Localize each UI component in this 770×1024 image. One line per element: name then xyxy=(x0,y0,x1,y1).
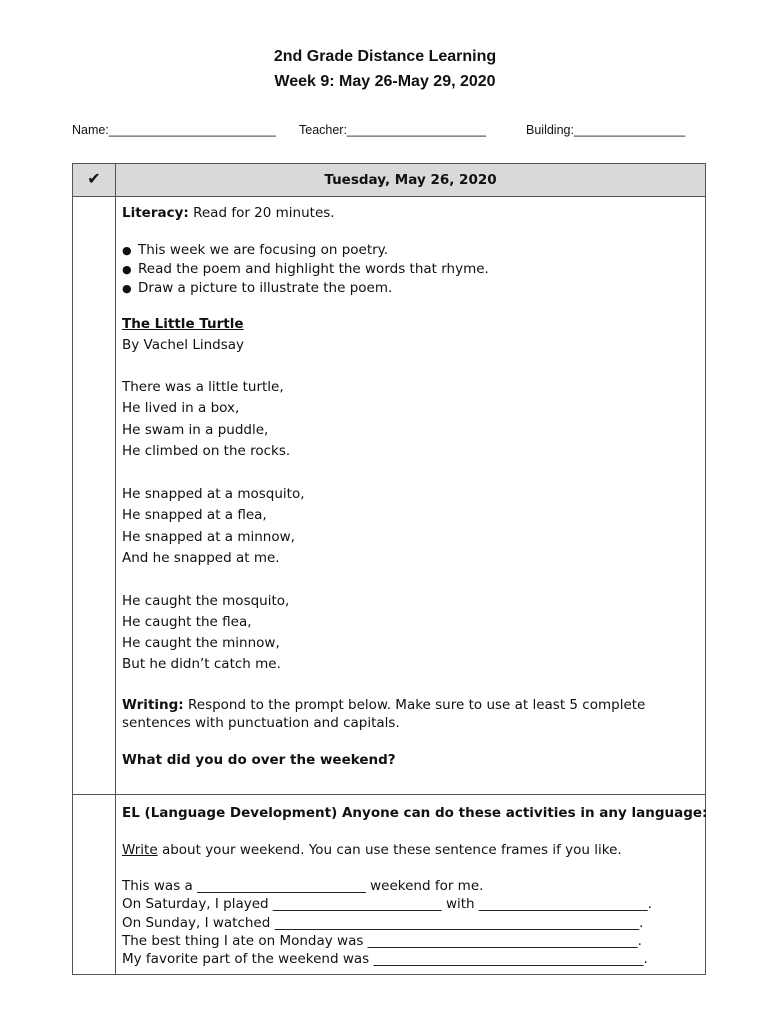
sentence-frame: This was a _________________________ weekend for me. xyxy=(122,878,484,894)
writing-prompt: What did you do over the weekend? xyxy=(122,752,396,768)
schedule-table xyxy=(72,163,706,975)
poem-line: He snapped at a mosquito, xyxy=(122,486,305,502)
poem-line: He lived in a box, xyxy=(122,400,240,416)
literacy-text: Read for 20 minutes. xyxy=(188,205,335,221)
sentence-frame: My favorite part of the weekend was ________________________________________. xyxy=(122,951,648,967)
column-divider xyxy=(115,164,116,974)
writing-line xyxy=(122,696,645,714)
poem-line: He caught the minnow, xyxy=(122,635,280,651)
writing-text: Respond to the prompt below. Make sure to use at least 5 complete xyxy=(183,697,646,713)
bullet-icon: ● xyxy=(122,263,132,276)
bullet-text: This week we are focusing on poetry. xyxy=(138,242,389,258)
poem-line: There was a little turtle, xyxy=(122,379,284,395)
list-item xyxy=(122,260,489,279)
sentence-frame: The best thing I ate on Monday was ________________________________________. xyxy=(122,933,642,949)
row-divider xyxy=(73,196,705,197)
writing-label: Writing: xyxy=(122,697,184,713)
el-instruction xyxy=(122,841,622,859)
poem-line: He caught the mosquito, xyxy=(122,593,290,609)
bullet-icon: ● xyxy=(122,244,132,257)
poem-line: He climbed on the rocks. xyxy=(122,443,291,459)
bullet-text: Draw a picture to illustrate the poem. xyxy=(138,280,393,296)
literacy-label: Literacy: xyxy=(122,205,189,221)
day-heading: Tuesday, May 26, 2020 xyxy=(324,172,497,188)
poem-title: The Little Turtle xyxy=(122,316,244,332)
poem-author: By Vachel Lindsay xyxy=(122,337,245,353)
row-divider xyxy=(73,794,705,795)
building-field: Building:________________ xyxy=(526,123,686,137)
write-word: Write xyxy=(122,842,158,858)
poem-line: He swam in a puddle, xyxy=(122,422,269,438)
page-subtitle: Week 9: May 26-May 29, 2020 xyxy=(274,73,496,90)
sentence-frame: On Saturday, I played _________________________ with _________________________. xyxy=(122,896,652,912)
poem-line: He snapped at a minnow, xyxy=(122,529,295,545)
list-item xyxy=(122,279,392,298)
list-item xyxy=(122,241,388,260)
name-field: Name:________________________ xyxy=(72,123,276,137)
poem-line: But he didn’t catch me. xyxy=(122,656,281,672)
literacy-line xyxy=(122,204,335,222)
sentence-frame: On Sunday, I watched ______________________________________________________. xyxy=(122,915,644,931)
teacher-field: Teacher:____________________ xyxy=(299,123,486,137)
checkmark-icon: ✔ xyxy=(87,169,101,188)
poem-line: He caught the flea, xyxy=(122,614,252,630)
writing-line-2: sentences with punctuation and capitals. xyxy=(122,715,400,731)
write-rest: about your weekend. You can use these sentence frames if you like. xyxy=(157,842,622,858)
poem-line: He snapped at a flea, xyxy=(122,507,267,523)
el-heading: EL (Language Development) Anyone can do these activities in any language: xyxy=(122,805,708,821)
poem-line: And he snapped at me. xyxy=(122,550,280,566)
bullet-text: Read the poem and highlight the words that rhyme. xyxy=(138,261,489,277)
bullet-icon: ● xyxy=(122,282,132,295)
page-title: 2nd Grade Distance Learning xyxy=(273,48,497,65)
